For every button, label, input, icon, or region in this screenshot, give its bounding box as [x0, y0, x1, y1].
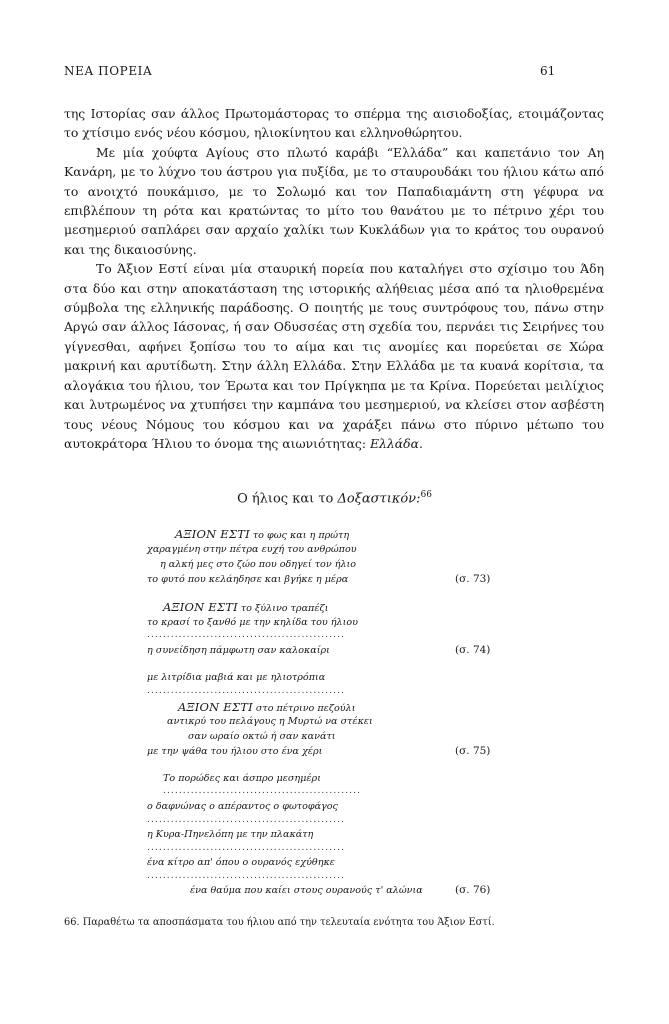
page-number: 61 — [540, 64, 556, 78]
ellipsis-line: .................................................. — [147, 843, 346, 853]
verse-caps: ΑΞΙΟΝ ΕΣΤΙ — [178, 700, 253, 714]
page-reference: (σ. 76) — [455, 884, 491, 896]
verse-line: ένα θαύμα που καίει στους ουρανούς τ' αλώνια — [190, 885, 423, 896]
footnote-66: 66. Παραθέτω τα αποσπάσματα του ήλιου από την τελευταία ενότητα του Άξιον Εστί. — [64, 917, 495, 928]
verse-line: Το πορώδες και άσπρο μεσημέρι — [163, 773, 321, 784]
page-reference: (σ. 74) — [455, 644, 491, 656]
paragraph-1: της Ιστορίας σαν άλλος Πρωτομάστορας το σπέρμα της αισιοδοξίας, ετοιμάζοντας το χτίσιμο ενός νέου κόσμου, ηλιοκίνητου και ελληνοθώρητου. — [64, 106, 604, 141]
ellipsis-line: .................................................. — [147, 815, 346, 825]
verse-line: η Κυρα-Πηνελόπη με την πλακάτη — [147, 829, 314, 840]
ellipsis-line: .................................................. — [147, 686, 346, 696]
verse-line: η αλκή μες στο ζώο που οδηγεί τον ήλιο — [160, 559, 357, 570]
poem-section-title — [0, 490, 669, 506]
verse-rest: το ξύλινο τραπέζι — [237, 603, 329, 614]
verse-line: η συνείδηση πάμφωτη σαν καλοκαίρι — [147, 645, 330, 656]
running-header-title: ΝΕΑ ΠΟΡΕΙΑ — [64, 64, 153, 78]
poem-title-italic: Δοξαστικόν: — [337, 491, 421, 507]
verse-rest: το φως και η πρώτη — [249, 530, 350, 541]
verse-line: το κρασί το ξανθό με την κηλίδα του ήλιου — [147, 617, 358, 628]
poem-title-lead: Ο ήλιος και το — [237, 491, 338, 507]
verse-line: με την ψάθα του ήλιου στο ένα χέρι — [147, 746, 323, 757]
paragraph-3-ending: Ελλάδα. — [370, 435, 423, 451]
page-reference: (σ. 73) — [455, 573, 491, 585]
verse-line — [178, 700, 355, 714]
verse-caps: ΑΞΙΟΝ ΕΣΤΙ — [175, 527, 250, 541]
verse-rest: στο πέτρινο πεζούλι — [252, 703, 356, 714]
paragraph-2: Με μία χούφτα Αγίους στο πλωτό καράβι “Ελλάδα” και καπετάνιο τον Αη Κανάρη, με το λύχνο του άστρου για πυξίδα, με το σταυρουδάκι του ήλιου κάτω από το ανοιχτό πουκάμισο, με το Σολωμό και τον Παπαδιαμάντη στη γέφυρα να επιβλέπουν τη ρότα και κρατώντας το μίτο του θανάτου με το πέτρινο χέρι του μεσημεριού σαπλάρει σαν αρχαίο χαλίκι των Κυκλάδων για το κράτος του ουρανού και της δικαιοσύνης. — [64, 144, 604, 257]
verse-line: χαραγμένη στην πέτρα ευχή του ανθρώπου — [147, 544, 357, 555]
verse-line: αντικρύ του πελάγους η Μυρτώ να στέκει — [167, 716, 373, 727]
verse-line — [175, 527, 349, 541]
verse-line: το φυτό που κελάηδησε και βγήκε η μέρα — [147, 574, 349, 585]
ellipsis-line: .................................................. — [147, 630, 346, 640]
ellipsis-line: .................................................. — [147, 871, 346, 881]
verse-caps: ΑΞΙΟΝ ΕΣΤΙ — [163, 600, 238, 614]
paragraph-3 — [64, 259, 604, 453]
verse-line: σαν ωραίο οκτώ ή σαν κανάτι — [188, 731, 336, 742]
page-reference: (σ. 75) — [455, 745, 491, 757]
verse-line — [163, 600, 328, 614]
article-body — [64, 104, 604, 453]
verse-line: ένα κίτρο απ' όπου ο ουρανός εχύθηκε — [147, 857, 335, 868]
paragraph-3-text: Το Άξιον Εστί είναι μία σταυρική πορεία που καταλήγει στο σχίσιμο του Άδη στα δύο και στην αποκατάσταση της ιστορικής αλήθειας μέσα από τα ηλιοθρεμένα σύμβολα της ελληνικής παράδοσης. Ο ποιητής με τους συντρόφους του, πάνω στην Αργώ σαν άλλος Ιάσονας, ή σαν Οδυσσέας στη σχεδία του, περνάει τις Σειρήνες του γίγνεσθαι, αφήνει ξοπίσω του το αίμα και τις ανομίες και πορεύεται σε Χώρα μακρινή και αρυτίδωτη. Στην άλλη Ελλάδα. Στην Ελλάδα με τα κυανά κορίτσια, τα αλογάκια του ήλιου, τον Έρωτα και τον Πρίγκηπα με τα Κρίνα. Πορεύεται μειλίχιος και λυτρωμένος να χτυπήσει την καμπάνα του μεσημεριού, να κλείσει στον ασβέστη τους νέους Νόμους του κόσμου και να χαράξει πάνω στο πύρινο μέτωπο του αυτοκράτορα Ήλιου το όνομα της αιωνιότητας: — [64, 261, 604, 451]
verse-line: ο δαφνώνας ο απέραντος ο φωτοφάγος — [147, 801, 338, 812]
ellipsis-line: .................................................. — [163, 786, 362, 796]
verse-line: με λιτρίδια μαβιά και με ηλιοτρόπια — [147, 672, 326, 683]
footnote-marker: 66 — [420, 490, 432, 500]
